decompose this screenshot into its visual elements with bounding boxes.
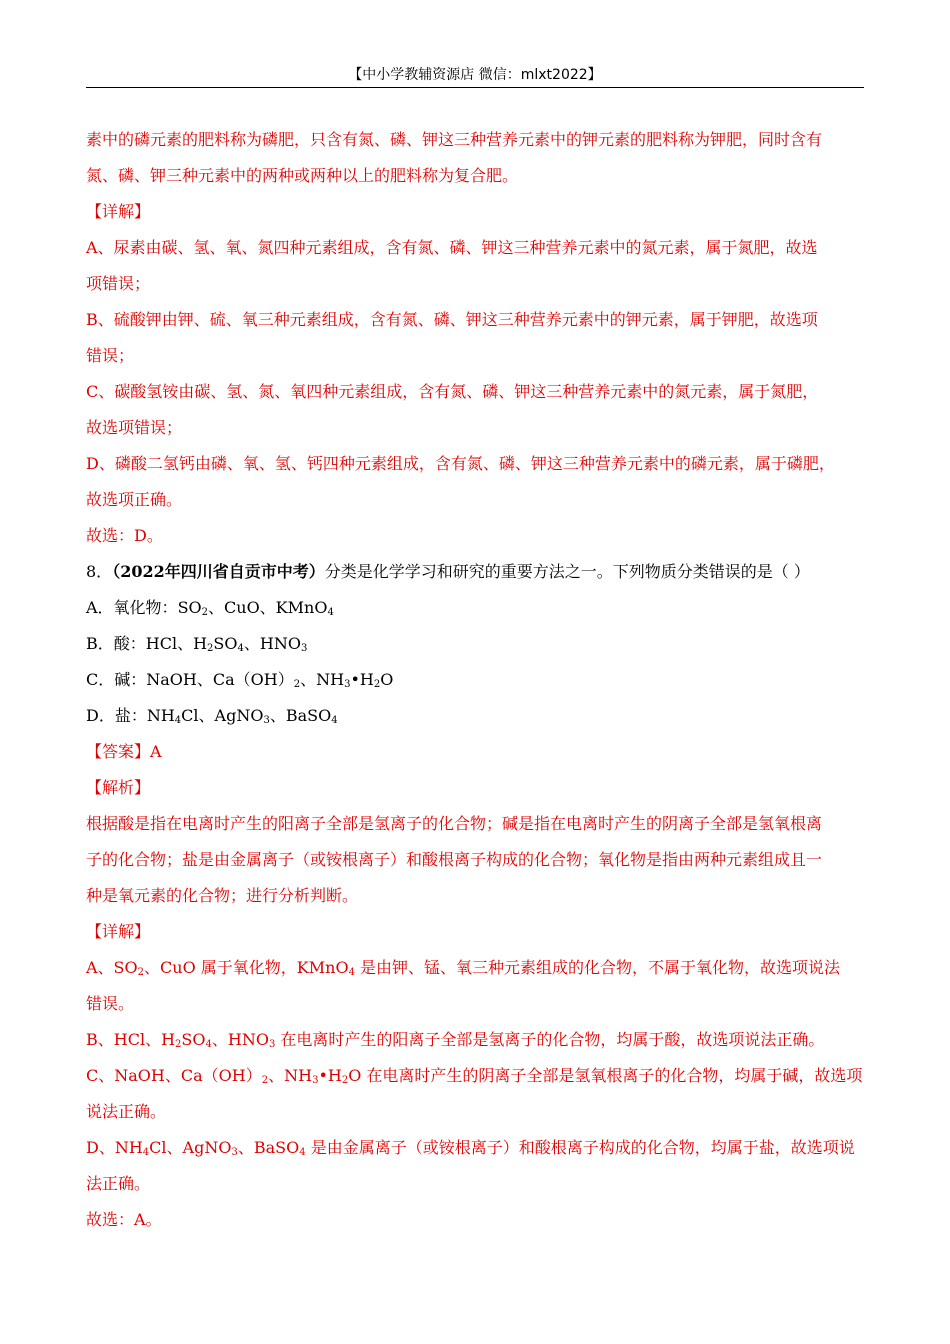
option-b: B．酸：HCl、$H_2SO_4$、$HNO_3$ xyxy=(86,634,308,654)
detail-line-b: B、HCl、$H_2SO_4$、$HNO_3$ 在电离时产生的阳离子全部是氢离子的化合物，均属于酸，故选项说法正确。 xyxy=(86,1030,825,1050)
detail-line: 错误； xyxy=(86,346,135,365)
analysis-line: 根据酸是指在电离时产生的阳离子全部是氢离子的化合物；碱是指在电离时产生的阴离子全部是氢氧根离 xyxy=(86,814,823,833)
detail-line: C、碳酸氢铵由碳、氢、氮、氧四种元素组成，含有氮、磷、钾这三种营养元素中的氮元素，属于氮肥， xyxy=(86,382,819,401)
detail-label: 【详解】 xyxy=(86,202,151,221)
detail-line: 法正确。 xyxy=(86,1174,151,1193)
detail-line: 故选项正确。 xyxy=(86,490,183,509)
answer-line: 【答案】A xyxy=(86,742,162,761)
question-number: 8． xyxy=(86,562,113,581)
analysis-line: 种是氧元素的化合物；进行分析判断。 xyxy=(86,886,359,905)
option-d: D．盐：$NH_4Cl$、AgNO$_3$、BaSO$_4$ xyxy=(86,706,338,726)
page-header: 【中小学教辅资源店 微信：mlxt2022】 xyxy=(348,67,602,83)
analysis-line: 子的化合物；盐是由金属离子（或铵根离子）和酸根离子构成的化合物；氧化物是指由两种元素组成且一 xyxy=(86,850,823,869)
detail-line: 故选项错误； xyxy=(86,418,183,437)
intro-line: 氮、磷、钾三种元素中的两种或两种以上的肥料称为复合肥。 xyxy=(86,166,519,185)
detail-line: B、硫酸钾由钾、硫、氧三种元素组成，含有氮、磷、钾这三种营养元素中的钾元素，属于钾肥，故选项 xyxy=(86,310,818,329)
option-a: A．氧化物：$SO_2$、CuO、KMnO$_4$ xyxy=(86,598,334,618)
option-c: C．碱：NaOH、$Ca(OH)_2$、$NH_3•H_2O$ xyxy=(86,670,394,690)
final-answer: 故选：D。 xyxy=(86,526,163,545)
detail-line: 项错误； xyxy=(86,274,151,293)
analysis-label: 【解析】 xyxy=(86,778,151,797)
detail-line-d: D、$NH_4Cl$、AgNO$_3$、BaSO$_4$ 是由金属离子（或铵根离子）和酸根离子构成的化合物，均属于盐，故选项说 xyxy=(86,1138,855,1158)
content xyxy=(86,122,864,1238)
question-stem xyxy=(86,554,864,590)
detail-line-a: A、$SO_2$、CuO 属于氧化物，KMnO$_4$ 是由钾、锰、氧三种元素组成的化合物，不属于氧化物，故选项说法 xyxy=(86,958,841,978)
intro-line: 素中的磷元素的肥料称为磷肥，只含有氮、磷、钾这三种营养元素中的钾元素的肥料称为钾肥，同时含有 xyxy=(86,130,823,149)
header-rule xyxy=(86,87,864,88)
detail-line: 说法正确。 xyxy=(86,1102,167,1121)
question-text: 分类是化学学习和研究的重要方法之一。下列物质分类错误的是（ ） xyxy=(324,562,810,581)
final-answer: 故选：A。 xyxy=(86,1210,162,1229)
detail-label: 【详解】 xyxy=(86,922,151,941)
question-source: （2022年四川省自贡市中考） xyxy=(112,562,325,581)
detail-line: D、磷酸二氢钙由磷、氧、氢、钙四种元素组成，含有氮、磷、钾这三种营养元素中的磷元素，属于磷肥， xyxy=(86,454,835,473)
detail-line: A、尿素由碳、氢、氧、氮四种元素组成，含有氮、磷、钾这三种营养元素中的氮元素，属于氮肥，故选 xyxy=(86,238,818,257)
detail-line-c: C、NaOH、$Ca(OH)_2$、$NH_3•H_2O$ 在电离时产生的阴离子全部是氢氧根离子的化合物，均属于碱，故选项 xyxy=(86,1066,863,1086)
detail-line: 错误。 xyxy=(86,994,135,1013)
